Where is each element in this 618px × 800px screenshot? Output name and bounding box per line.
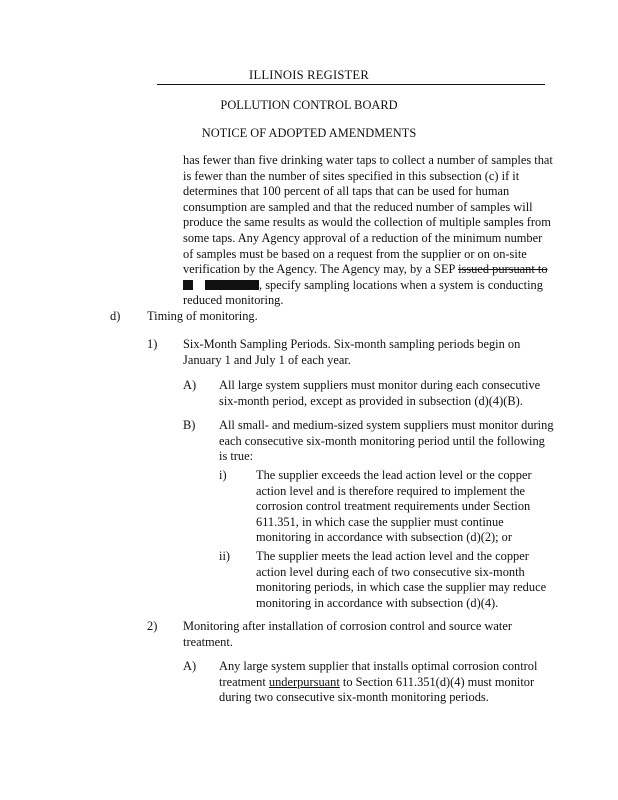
intro-text: , specify sampling locations when a system is conducting	[259, 277, 543, 292]
header-rule	[157, 84, 545, 85]
intro-text: verification by the Agency. The Agency may, by a SEP	[183, 262, 459, 277]
notice-title: NOTICE OF ADOPTED AMENDMENTS	[201, 126, 417, 140]
subsection-text	[183, 619, 563, 650]
item-label: B)	[183, 418, 196, 432]
item-label: A)	[183, 378, 197, 392]
text-line: six-month period, except as provided in subsection (d)(4)(B).	[219, 393, 523, 408]
register-title: ILLINOIS REGISTER	[249, 68, 369, 82]
text-line: action level and is therefore required to implement the	[256, 483, 526, 498]
item-text	[219, 418, 574, 465]
section-title: Timing of monitoring.	[147, 309, 258, 323]
text-line	[219, 675, 574, 691]
intro-line: determines that 100 percent of all taps that can be used for human	[183, 184, 510, 199]
subsection-text	[183, 337, 563, 368]
text-line: is true:	[219, 449, 254, 464]
intro-line: of samples must be based on a request from the supplier or on on-site	[183, 246, 527, 261]
subsection-label: 1)	[147, 337, 158, 351]
item-text	[219, 378, 569, 409]
underlined-text: underpursuant	[268, 674, 340, 689]
clause-label: i)	[219, 468, 227, 482]
text-line: treatment.	[183, 634, 233, 649]
text-line: All large system suppliers must monitor during each consecutive	[219, 378, 541, 392]
text-line: Monitoring after installation of corrosion control and source water	[183, 619, 512, 633]
text-line: during two consecutive six-month monitoring periods.	[219, 690, 489, 705]
text-line: 611.351, in which case the supplier must continue	[256, 514, 504, 529]
section-label: d)	[110, 309, 121, 323]
text-line: each consecutive six-month monitoring period until the following	[219, 433, 545, 448]
text-line: The supplier meets the lead action level and the copper	[256, 549, 529, 563]
clause-text	[256, 468, 576, 546]
intro-line	[183, 262, 563, 278]
text-line: monitoring periods, in which case the supplier may reduce	[256, 580, 547, 595]
text-line: action level during each of two consecutive six-month	[256, 564, 525, 579]
text-line: Any large system supplier that installs optimal corrosion control	[219, 659, 538, 673]
text-line: January 1 and July 1 of each year.	[183, 352, 351, 367]
intro-line: has fewer than five drinking water taps to collect a number of samples that	[183, 153, 553, 167]
intro-line: is fewer than the number of sites specified in this subsection (c) if it	[183, 168, 520, 183]
text-line: The supplier exceeds the lead action level or the copper	[256, 468, 532, 482]
struck-text: issued pursuant to	[458, 262, 548, 277]
text-line: monitoring in accordance with subsection (d)(2); or	[256, 530, 512, 545]
text-line: corrosion control treatment requirements under Section	[256, 499, 531, 514]
board-title: POLLUTION CONTROL BOARD	[220, 98, 398, 112]
intro-paragraph	[183, 153, 563, 309]
item-text	[219, 659, 574, 706]
intro-line: some taps. Any Agency approval of a reduction of the minimum number	[183, 230, 543, 245]
text-line: monitoring in accordance with subsection (d)(4).	[256, 595, 499, 610]
text-line: Six-Month Sampling Periods. Six-month sampling periods begin on	[183, 337, 521, 351]
clause-text	[256, 549, 576, 611]
intro-line: consumption are sampled and that the reduced number of samples will	[183, 199, 533, 214]
subsection-label: 2)	[147, 619, 158, 633]
intro-line	[183, 278, 563, 294]
text-run: treatment	[219, 674, 269, 689]
text-run: to Section 611.351(d)(4) must monitor	[339, 674, 535, 689]
redaction-mark	[183, 280, 193, 290]
text-line: All small- and medium-sized system suppliers must monitor during	[219, 418, 554, 432]
intro-line: reduced monitoring.	[183, 293, 284, 308]
intro-line: produce the same results as would the collection of multiple samples from	[183, 215, 551, 230]
item-label: A)	[183, 659, 197, 673]
redaction-mark	[205, 280, 259, 290]
clause-label: ii)	[219, 549, 231, 563]
